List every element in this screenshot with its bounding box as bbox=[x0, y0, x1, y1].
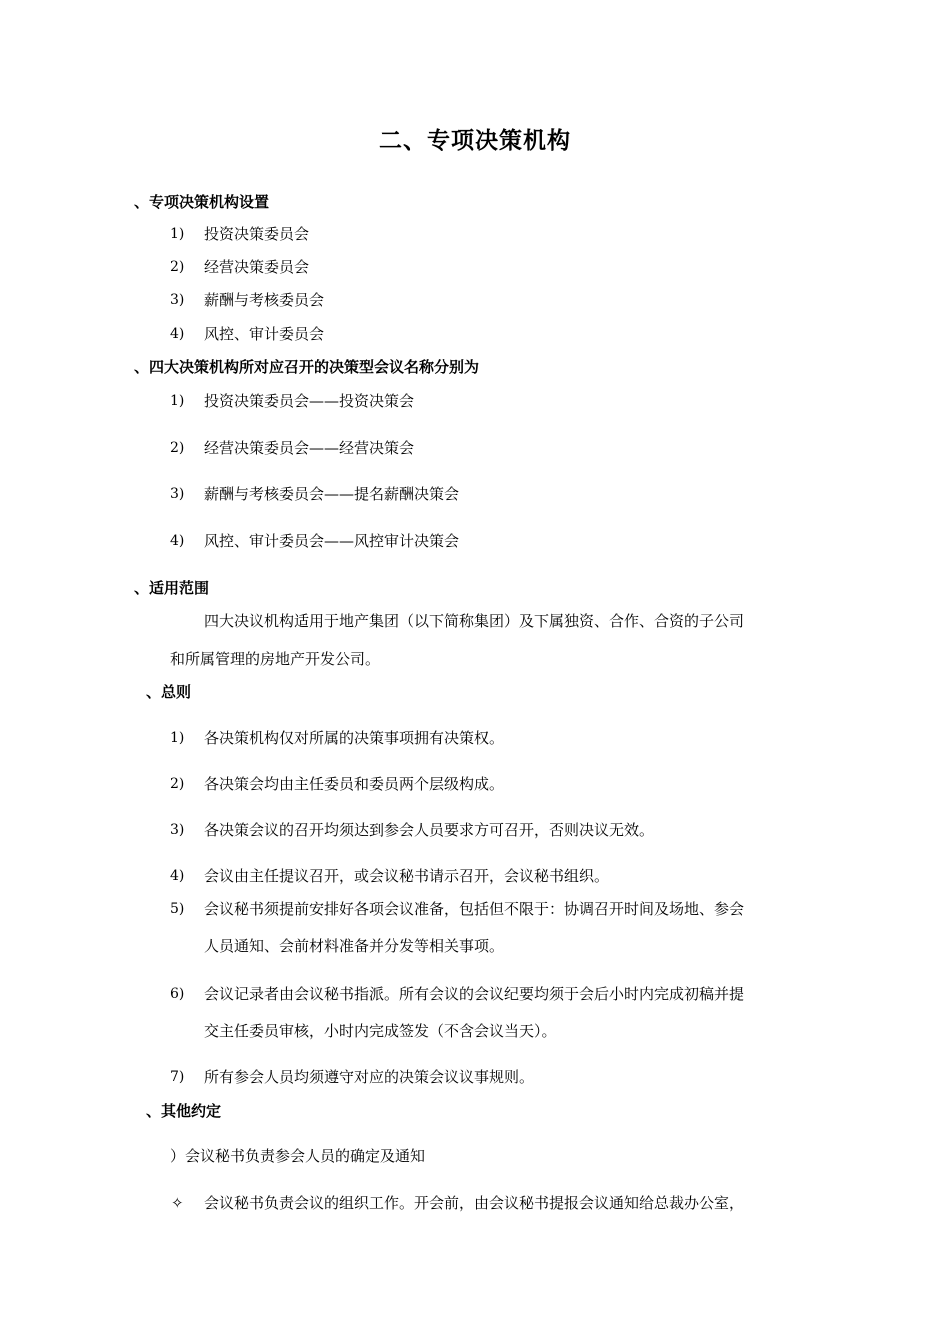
bullet-text: 会议秘书负责会议的组织工作。开会前，由会议秘书提报会议通知给总裁办公室， bbox=[204, 1194, 745, 1212]
list-item-number: 1) bbox=[170, 730, 185, 746]
list-item-number: 3) bbox=[170, 822, 185, 838]
section-heading-other: 、其他约定 bbox=[146, 1102, 222, 1120]
list-item-continuation: 人员通知、会前材料准备并分发等相关事项。 bbox=[204, 937, 505, 955]
paragraph-line: 和所属管理的房地产开发公司。 bbox=[170, 650, 381, 668]
list-item: 各决策会议的召开均须达到参会人员要求方可召开，否则决议无效。 bbox=[204, 821, 655, 839]
list-item-number: 4) bbox=[170, 326, 185, 342]
list-item: 会议秘书须提前安排好各项会议准备，包括但不限于：协调召开时间及场地、参会 bbox=[204, 900, 745, 918]
list-item: 会议由主任提议召开，或会议秘书请示召开，会议秘书组织。 bbox=[204, 867, 610, 885]
section-heading-meetings: 、四大决策机构所对应召开的决策型会议名称分别为 bbox=[134, 358, 480, 376]
list-item: 经营决策委员会——经营决策会 bbox=[204, 439, 415, 457]
section-heading-setup: 、专项决策机构设置 bbox=[134, 193, 270, 211]
list-item-number: 2) bbox=[170, 259, 185, 275]
sub-item: ）会议秘书负责参会人员的确定及通知 bbox=[170, 1147, 426, 1165]
list-item: 各决策机构仅对所属的决策事项拥有决策权。 bbox=[204, 729, 505, 747]
list-item: 投资决策委员会 bbox=[204, 225, 310, 243]
list-item: 薪酬与考核委员会——提名薪酬决策会 bbox=[204, 485, 460, 503]
section-heading-scope: 、适用范围 bbox=[134, 579, 210, 597]
list-item-number: 3) bbox=[170, 486, 185, 502]
list-item-number: 7) bbox=[170, 1069, 185, 1085]
list-item: 薪酬与考核委员会 bbox=[204, 291, 325, 309]
list-item: 投资决策委员会——投资决策会 bbox=[204, 392, 415, 410]
diamond-bullet-icon: ✧ bbox=[171, 1194, 184, 1212]
list-item-number: 2) bbox=[170, 440, 185, 456]
list-item: 风控、审计委员会——风控审计决策会 bbox=[204, 532, 460, 550]
list-item-number: 1) bbox=[170, 226, 185, 242]
section-heading-general: 、总则 bbox=[146, 683, 192, 701]
list-item-number: 3) bbox=[170, 292, 185, 308]
list-item: 会议记录者由会议秘书指派。所有会议的会议纪要均须于会后小时内完成初稿并提 bbox=[204, 985, 745, 1003]
list-item: 各决策会均由主任委员和委员两个层级构成。 bbox=[204, 775, 505, 793]
list-item-number: 6) bbox=[170, 986, 185, 1002]
list-item-number: 4) bbox=[170, 868, 185, 884]
list-item-number: 1) bbox=[170, 393, 185, 409]
list-item: 经营决策委员会 bbox=[204, 258, 310, 276]
page-title: 二、专项决策机构 bbox=[379, 128, 571, 154]
list-item-number: 5) bbox=[170, 901, 185, 917]
list-item-number: 2) bbox=[170, 776, 185, 792]
list-item-continuation: 交主任委员审核，小时内完成签发（不含会议当天）。 bbox=[204, 1022, 557, 1040]
list-item-number: 4) bbox=[170, 533, 185, 549]
list-item: 风控、审计委员会 bbox=[204, 325, 325, 343]
paragraph-line: 四大决议机构适用于地产集团（以下简称集团）及下属独资、合作、合资的子公司 bbox=[204, 612, 745, 630]
list-item: 所有参会人员均须遵守对应的决策会议议事规则。 bbox=[204, 1068, 535, 1086]
